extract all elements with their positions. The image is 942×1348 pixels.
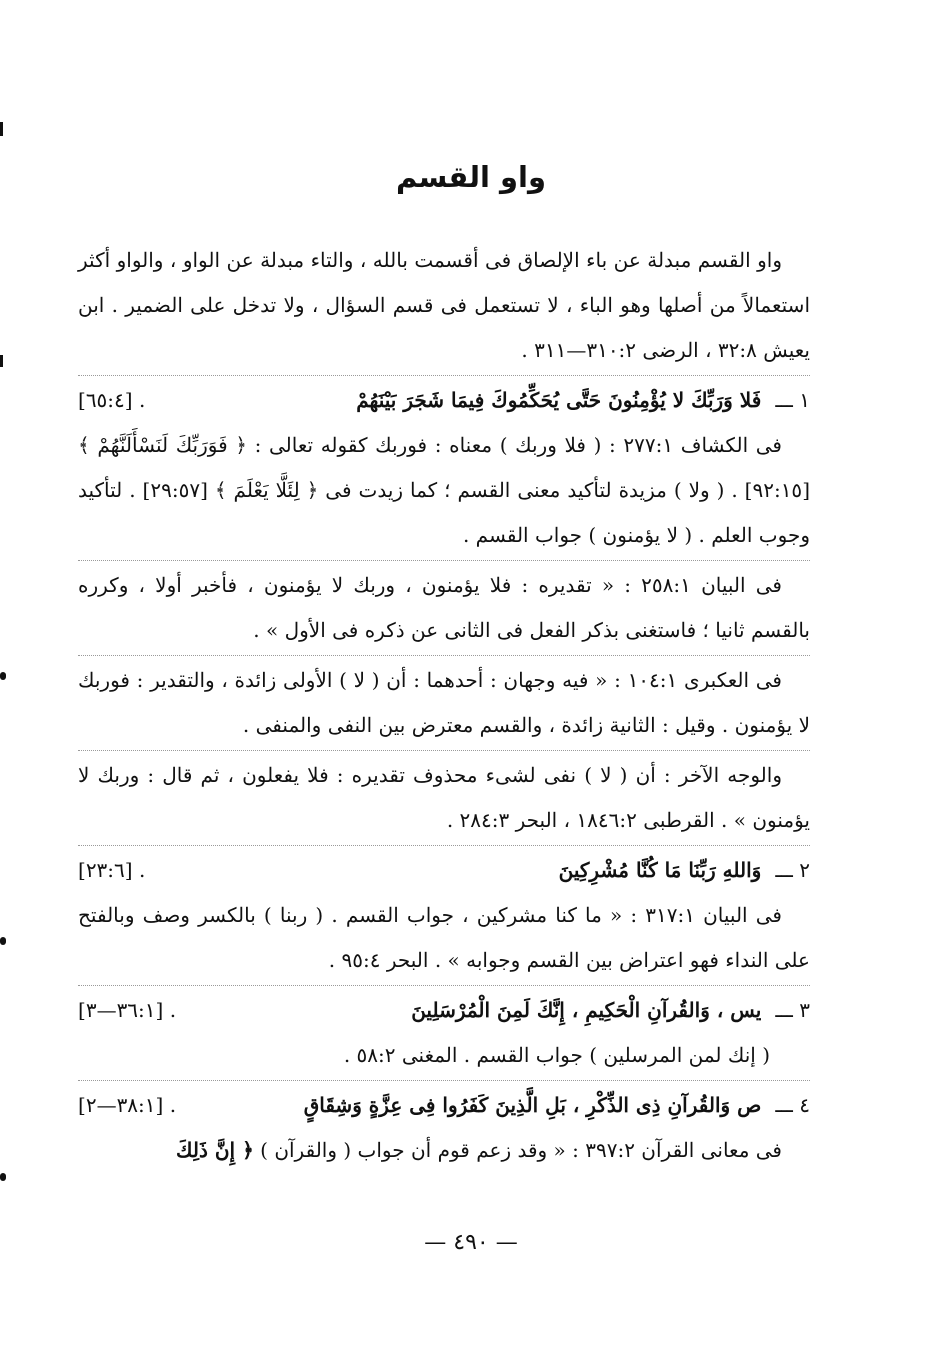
separator	[78, 1080, 810, 1081]
separator	[78, 560, 810, 561]
entry-number: ٣ ـــ	[775, 998, 810, 1022]
note-paragraph: فى العكبرى ١٠٤:١ : « فيه وجهان : أحدهما : أن ( لا ) الأولى زائدة ، والتقدير : فوربك لا يؤمنون . وقيل : الثانية زائدة ، والقسم معترض بين النفى والمنفى .	[78, 668, 810, 737]
separator	[78, 375, 810, 376]
entry-1	[78, 378, 810, 423]
page-number: — ٤٩٠ —	[424, 1230, 518, 1255]
quran-verse: وَاللهِ رَبِّنَا مَا كُنَّا مُشْرِكِينَ	[558, 858, 762, 882]
page-body	[78, 238, 810, 1173]
note-text: فى معانى القرآن ٣٩٧:٢ : « وقد زعم قوم أن جواب ( والقرآن )	[253, 1138, 782, 1162]
note-paragraph: فى البيان ٢٥٨:١ : « تقديره : فلا يؤمنون ، وربك لا يؤمنون ، فأخبر أولا ، وكرره بالقسم ثانيا ؛ فاستغنى بذكر الفعل فى الثانى عن ذكره فى الأول » .	[78, 573, 810, 642]
entry-number: ٤ ـــ	[775, 1093, 810, 1117]
note-paragraph	[78, 1128, 810, 1173]
note-paragraph: فى الكشاف ٢٧٧:١ : ( فلا وربك ) معناه : فوربك كقوله تعالى : ﴿ فَوَرَبِّكَ لَنَسْأَلَنَّهُمْ ﴾ [٩٢:١٥] . ( ولا ) مزيدة لتأكيد معنى القسم ؛ كما زيدت فى ﴿ لِئَلَّا يَعْلَمَ ﴾ [٢٩:٥٧] . لتأكيد وجوب العلم . ( لا يؤمنون ) جواب القسم .	[78, 433, 810, 547]
verse-reference: [٣٨:١—٢] .	[78, 1093, 177, 1117]
entry-3	[78, 988, 810, 1033]
margin-mark-3	[0, 937, 6, 945]
page-title: واو القسم	[395, 160, 547, 194]
entry-2	[78, 848, 810, 893]
note-paragraph: فى البيان ٣١٧:١ : « ما كنا مشركين ، جواب القسم . ( ربنا ) بالكسر وصف وبالفتح على النداء فهو اعتراض بين القسم وجوابه » . البحر ٩٥:٤ .	[78, 903, 810, 972]
margin-mark-1	[0, 355, 3, 367]
separator	[78, 985, 810, 986]
entry-4	[78, 1083, 810, 1128]
verse-reference: [٣٦:١—٣] .	[78, 998, 177, 1022]
entry-number: ٢ ـــ	[775, 858, 810, 882]
verse-reference: [٦٥:٤] .	[78, 388, 146, 412]
separator	[78, 845, 810, 846]
quran-verse: فَلا وَرَبِّكَ لا يُؤْمِنُونَ حَتَّى يُحَكِّمُوكَ فِيمَا شَجَرَ بَيْنَهُمْ	[356, 388, 762, 412]
verse-reference: [٢٣:٦] .	[78, 858, 146, 882]
separator	[78, 750, 810, 751]
margin-mark-2	[0, 672, 6, 680]
entry-number: ١ ـــ	[775, 388, 810, 412]
margin-mark-4	[0, 1173, 6, 1181]
note-paragraph: والوجه الآخر : أن ( لا ) نفى لشىء محذوف تقديره : فلا يفعلون ، ثم قال : وربك لا يؤمنون » . القرطبى ١٨٤٦:٢ ، البحر ٢٨٤:٣ .	[78, 763, 810, 832]
margin-mark-top	[0, 122, 3, 136]
quran-verse: يس ، وَالقُرآنِ الْحَكِيمِ ، إِنَّكَ لَمِنَ الْمُرْسَلِينَ	[411, 998, 762, 1022]
quran-quote: ﴿ إِنَّ ذَلِكَ	[176, 1138, 254, 1162]
note-paragraph: ( إنك لمن المرسلين ) جواب القسم . المغنى ٥٨:٢ .	[343, 1043, 770, 1067]
quran-verse: ص وَالقُرآنِ ذِى الذِّكْرِ ، بَلِ الَّذِينَ كَفَرُوا فِى عِزَّةٍ وَشِقَاقٍ	[303, 1093, 762, 1117]
separator	[78, 655, 810, 656]
intro-paragraph: واو القسم مبدلة عن باء الإلصاق فى أقسمت بالله ، والتاء مبدلة عن الواو ، والواو أكثر استعمالاً من أصلها وهو الباء ، لا تستعمل فى قسم السؤال ، ولا تدخل على الضمير . ابن يعيش ٣٢:٨ ، الرضى ٣١٠:٢—٣١١ .	[78, 248, 810, 362]
